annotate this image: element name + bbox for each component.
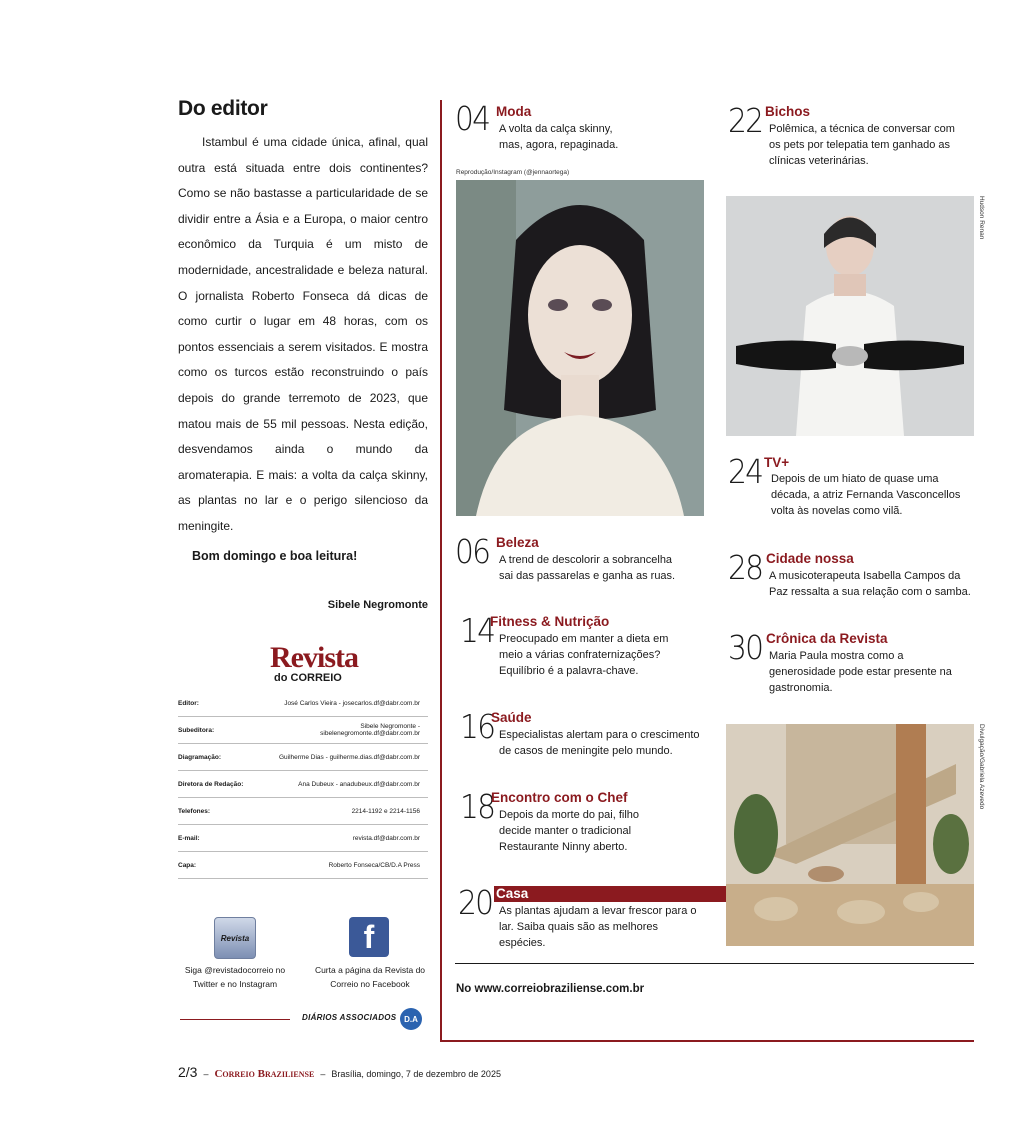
editor-text: Istambul é uma cidade única, afinal, qual outra está situada entre dois continentes? Como se não bastasse a particularidade de se dividir entre a Ásia e a Europa, o maior centro econômico da Turquia é um misto de modernidade, ancestralidade e beleza natural. O jornalista Roberto Fonseca dá dicas de como curtir o lugar em 48 horas, com os pontos essenciais a serem visitados. E mostra como os turcos estão reconstruindo o país depois do grande terremoto de 2023, que matou mais de 55 mil pessoas. Nesta edição, desvendamos ainda o mundo da aromaterapia. E mais: a volta da calça skinny, as plantas no lar e o perigo silencioso da meningite. bbox=[178, 135, 428, 533]
entry-number: 06 bbox=[455, 532, 490, 571]
revista-social-icon[interactable] bbox=[214, 917, 256, 959]
entry-number: 16 bbox=[460, 707, 495, 746]
revista-icon-label: Revista bbox=[220, 933, 250, 943]
entry-section[interactable]: Casa bbox=[496, 886, 529, 901]
staff-role: Capa: bbox=[178, 852, 268, 879]
entry-number: 24 bbox=[728, 452, 763, 491]
photo-credit: Reprodução/Instagram (@jennaortega) bbox=[456, 169, 570, 176]
entry-number: 20 bbox=[458, 883, 493, 922]
staff-value: 2214-1192 e 2214-1156 bbox=[268, 798, 428, 825]
entry-section[interactable]: Encontro com o Chef bbox=[491, 790, 628, 805]
facebook-icon[interactable] bbox=[349, 917, 389, 957]
separator-line bbox=[455, 963, 974, 964]
staff-value: Ana Dubeux - anadubeux.df@dabr.com.br bbox=[268, 771, 428, 798]
facebook-text: Curta a página da Revista do Correio no Facebook bbox=[314, 965, 426, 989]
editor-author: Sibele Negromonte bbox=[327, 599, 428, 611]
staff-role: Diagramação: bbox=[178, 744, 268, 771]
entry-section[interactable]: Saúde bbox=[491, 710, 532, 725]
staff-row bbox=[178, 717, 428, 744]
staff-role: E-mail: bbox=[178, 825, 268, 852]
moda-photo bbox=[456, 180, 704, 516]
entry-section[interactable]: Beleza bbox=[496, 535, 539, 550]
actress-illustration bbox=[726, 196, 974, 436]
entry-number: 28 bbox=[728, 548, 763, 587]
entry-description: Maria Paula mostra como a generosidade pode estar presente na gastronomia. bbox=[769, 650, 952, 694]
logo-sub: do CORREIO bbox=[274, 672, 342, 684]
staff-table bbox=[178, 690, 428, 879]
casa-photo bbox=[726, 724, 974, 946]
editor-title: Do editor bbox=[178, 97, 268, 120]
staff-value: Guilherme Dias - guilherme.dias.df@dabr.com.br bbox=[268, 744, 428, 771]
diarios-associados-text: DIÁRIOS ASSOCIADOS bbox=[302, 1013, 397, 1022]
entry-number: 30 bbox=[728, 628, 763, 667]
entry-description: Depois de um hiato de quase uma década, a atriz Fernanda Vasconcellos volta às novelas como vilã. bbox=[771, 473, 961, 517]
entry-description: A trend de descolorir a sobrancelha sai das passarelas e ganha as ruas. bbox=[499, 554, 676, 582]
staff-row bbox=[178, 771, 428, 798]
staff-row bbox=[178, 798, 428, 825]
entry-description: A musicoterapeuta Isabella Campos da Paz ressalta a sua relação com o samba. bbox=[769, 570, 971, 598]
logo-name: Revista bbox=[270, 641, 358, 674]
photo-credit: Divulgação/Gabriela Azevedo bbox=[978, 724, 985, 810]
page-number: 2/3 bbox=[178, 1064, 198, 1080]
staff-row bbox=[178, 852, 428, 879]
entry-number: 14 bbox=[460, 611, 495, 650]
entry-description: As plantas ajudam a levar frescor para o lar. Saiba quais são as melhores espécies. bbox=[499, 905, 697, 949]
entry-number: 18 bbox=[460, 787, 495, 826]
website-link[interactable]: No www.correiobraziliense.com.br bbox=[456, 983, 645, 995]
entry-section[interactable]: Cidade nossa bbox=[766, 551, 854, 566]
diarios-associados-logo: D.A bbox=[400, 1008, 422, 1030]
photo-credit: Hudson Renan bbox=[978, 196, 985, 240]
entry-description: Depois da morte do pai, filho decide manter o tradicional Restaurante Ninny aberto. bbox=[499, 809, 640, 853]
portrait-illustration bbox=[456, 180, 704, 516]
page-footer bbox=[178, 1064, 501, 1080]
staff-role: Subeditora: bbox=[178, 717, 268, 744]
footer-brand: Correio Braziliense bbox=[214, 1068, 315, 1080]
entry-number: 22 bbox=[728, 101, 763, 140]
facebook-icon-label: f bbox=[363, 918, 375, 955]
entry-section[interactable]: Fitness & Nutrição bbox=[490, 614, 610, 629]
entry-description: Especialistas alertam para o crescimento de casos de meningite pelo mundo. bbox=[499, 729, 700, 757]
entry-section[interactable]: Bichos bbox=[765, 104, 811, 119]
footer-dash: – bbox=[203, 1069, 209, 1079]
column-divider bbox=[440, 100, 442, 1042]
staff-row bbox=[178, 825, 428, 852]
staff-value: José Carlos Vieira - josecarlos.df@dabr.com.br bbox=[268, 690, 428, 717]
revista-logo bbox=[270, 641, 360, 689]
footer-date: Brasília, domingo, 7 de dezembro de 2025 bbox=[331, 1069, 501, 1079]
staff-row bbox=[178, 744, 428, 771]
staff-row bbox=[178, 690, 428, 717]
interior-illustration bbox=[726, 724, 974, 946]
footer-dash: – bbox=[320, 1069, 326, 1079]
staff-role: Diretora de Redação: bbox=[178, 771, 268, 798]
entry-description: Polêmica, a técnica de conversar com os pets por telepatia tem ganhado as clínicas veterinárias. bbox=[769, 123, 955, 167]
entry-number: 04 bbox=[455, 99, 490, 138]
entry-description: A volta da calça skinny, mas, agora, repaginada. bbox=[499, 123, 619, 151]
editor-signoff: Bom domingo e boa leitura! bbox=[192, 549, 358, 563]
staff-value: Roberto Fonseca/CB/D.A Press bbox=[268, 852, 428, 879]
staff-role: Telefones: bbox=[178, 798, 268, 825]
entry-section[interactable]: Crônica da Revista bbox=[766, 631, 888, 646]
staff-value: revista.df@dabr.com.br bbox=[268, 825, 428, 852]
bottom-rule bbox=[440, 1040, 974, 1042]
staff-value: Sibele Negromonte - sibelenegromonte.df@dabr.com.br bbox=[268, 717, 428, 744]
entry-section[interactable]: TV+ bbox=[764, 455, 790, 470]
entry-section[interactable]: Moda bbox=[496, 104, 532, 119]
casa-highlight-bar bbox=[494, 886, 726, 902]
twitter-instagram-text: Siga @revistadocorreio no Twitter e no Instagram bbox=[184, 965, 286, 989]
tv-photo bbox=[726, 196, 974, 436]
entry-description: Preocupado em manter a dieta em meio a várias confraternizações? Equilíbrio é a palavra-chave. bbox=[499, 633, 669, 677]
staff-role: Editor: bbox=[178, 690, 268, 717]
divider-line bbox=[180, 1019, 290, 1020]
